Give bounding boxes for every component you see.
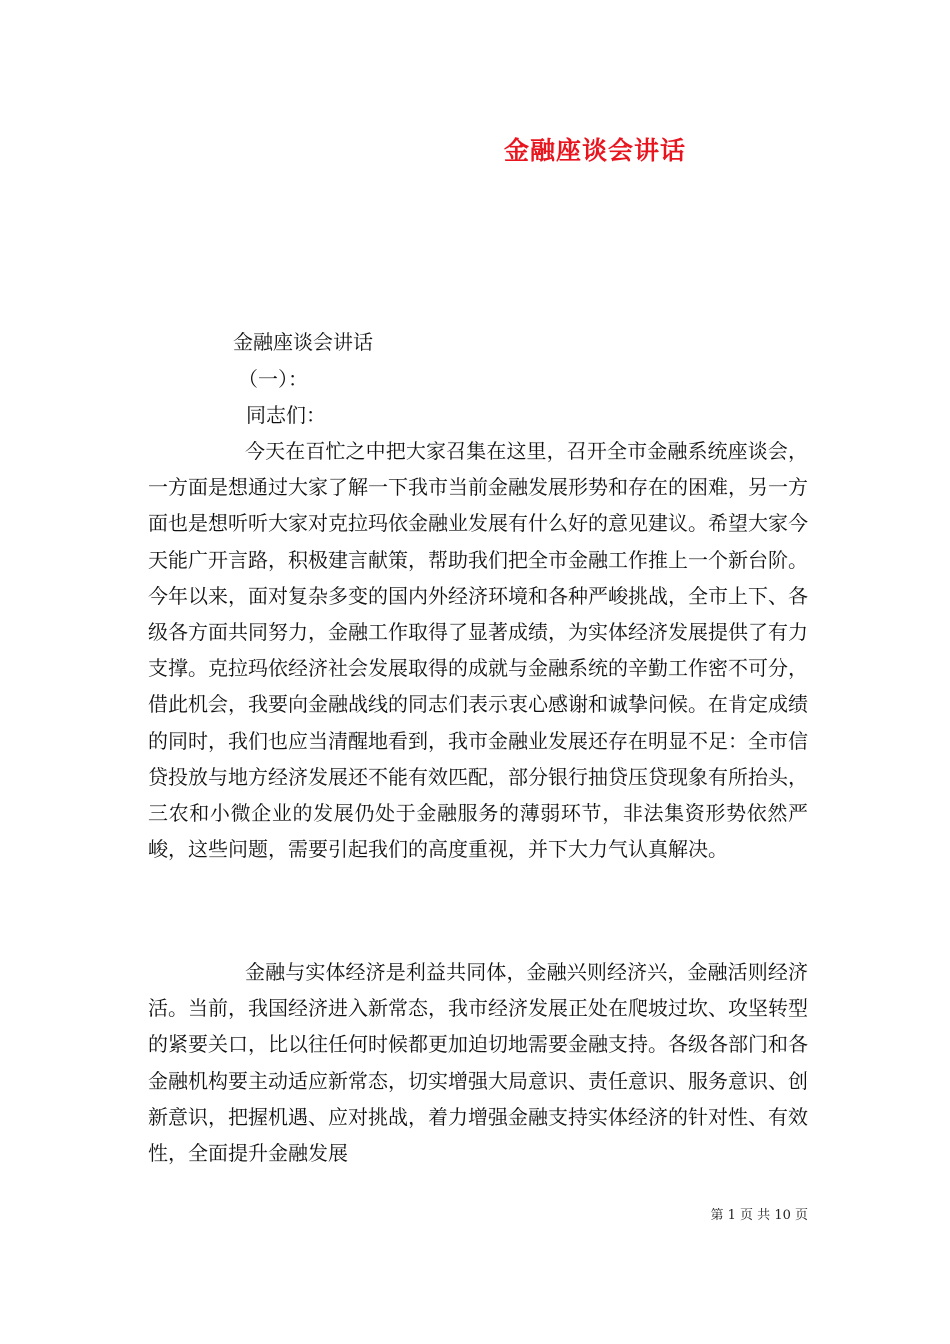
document-subtitle: 金融座谈会讲话 [233, 330, 373, 354]
paragraph-2: 金融与实体经济是利益共同体，金融兴则经济兴，金融活则经济活。当前，我国经济进入新常态，我市经济发展正处在爬坡过坎、攻坚转型的紧要关口，比以往任何时候都更加迫切地需要金融支持。各级各部门和各金融机构要主动适应新常态，切实增强大局意识、责任意识、服务意识、创新意识，把握机遇、应对挑战，着力增强金融支持实体经济的针对性、有效性，全面提升金融发展 [148, 960, 808, 1166]
document-title: 金融座谈会讲话 [503, 136, 686, 165]
salutation: 同志们： [246, 403, 326, 427]
section-label: （一）： [238, 367, 308, 391]
page-number: 第 1 页 共 10 页 [710, 1208, 808, 1223]
paragraph-1: 今天在百忙之中把大家召集在这里，召开全市金融系统座谈会，一方面是想通过大家了解一下我市当前金融发展形势和存在的困难，另一方面也是想听听大家对克拉玛依金融业发展有什么好的意见建议。希望大家今天能广开言路，积极建言献策，帮助我们把全市金融工作推上一个新台阶。今年以来，面对复杂多变的国内外经济环境和各种严峻挑战，全市上下、各级各方面共同努力，金融工作取得了显著成绩，为实体经济发展提供了有力支撑。克拉玛依经济社会发展取得的成就与金融系统的辛勤工作密不可分，借此机会，我要向金融战线的同志们表示衷心感谢和诚挚问候。在肯定成绩的同时，我们也应当清醒地看到，我市金融业发展还存在明显不足：全市信贷投放与地方经济发展还不能有效匹配，部分银行抽贷压贷现象有所抬头，三农和小微企业的发展仍处于金融服务的薄弱环节，非法集资形势依然严峻，这些问题，需要引起我们的高度重视，并下大力气认真解决。 [148, 439, 808, 862]
